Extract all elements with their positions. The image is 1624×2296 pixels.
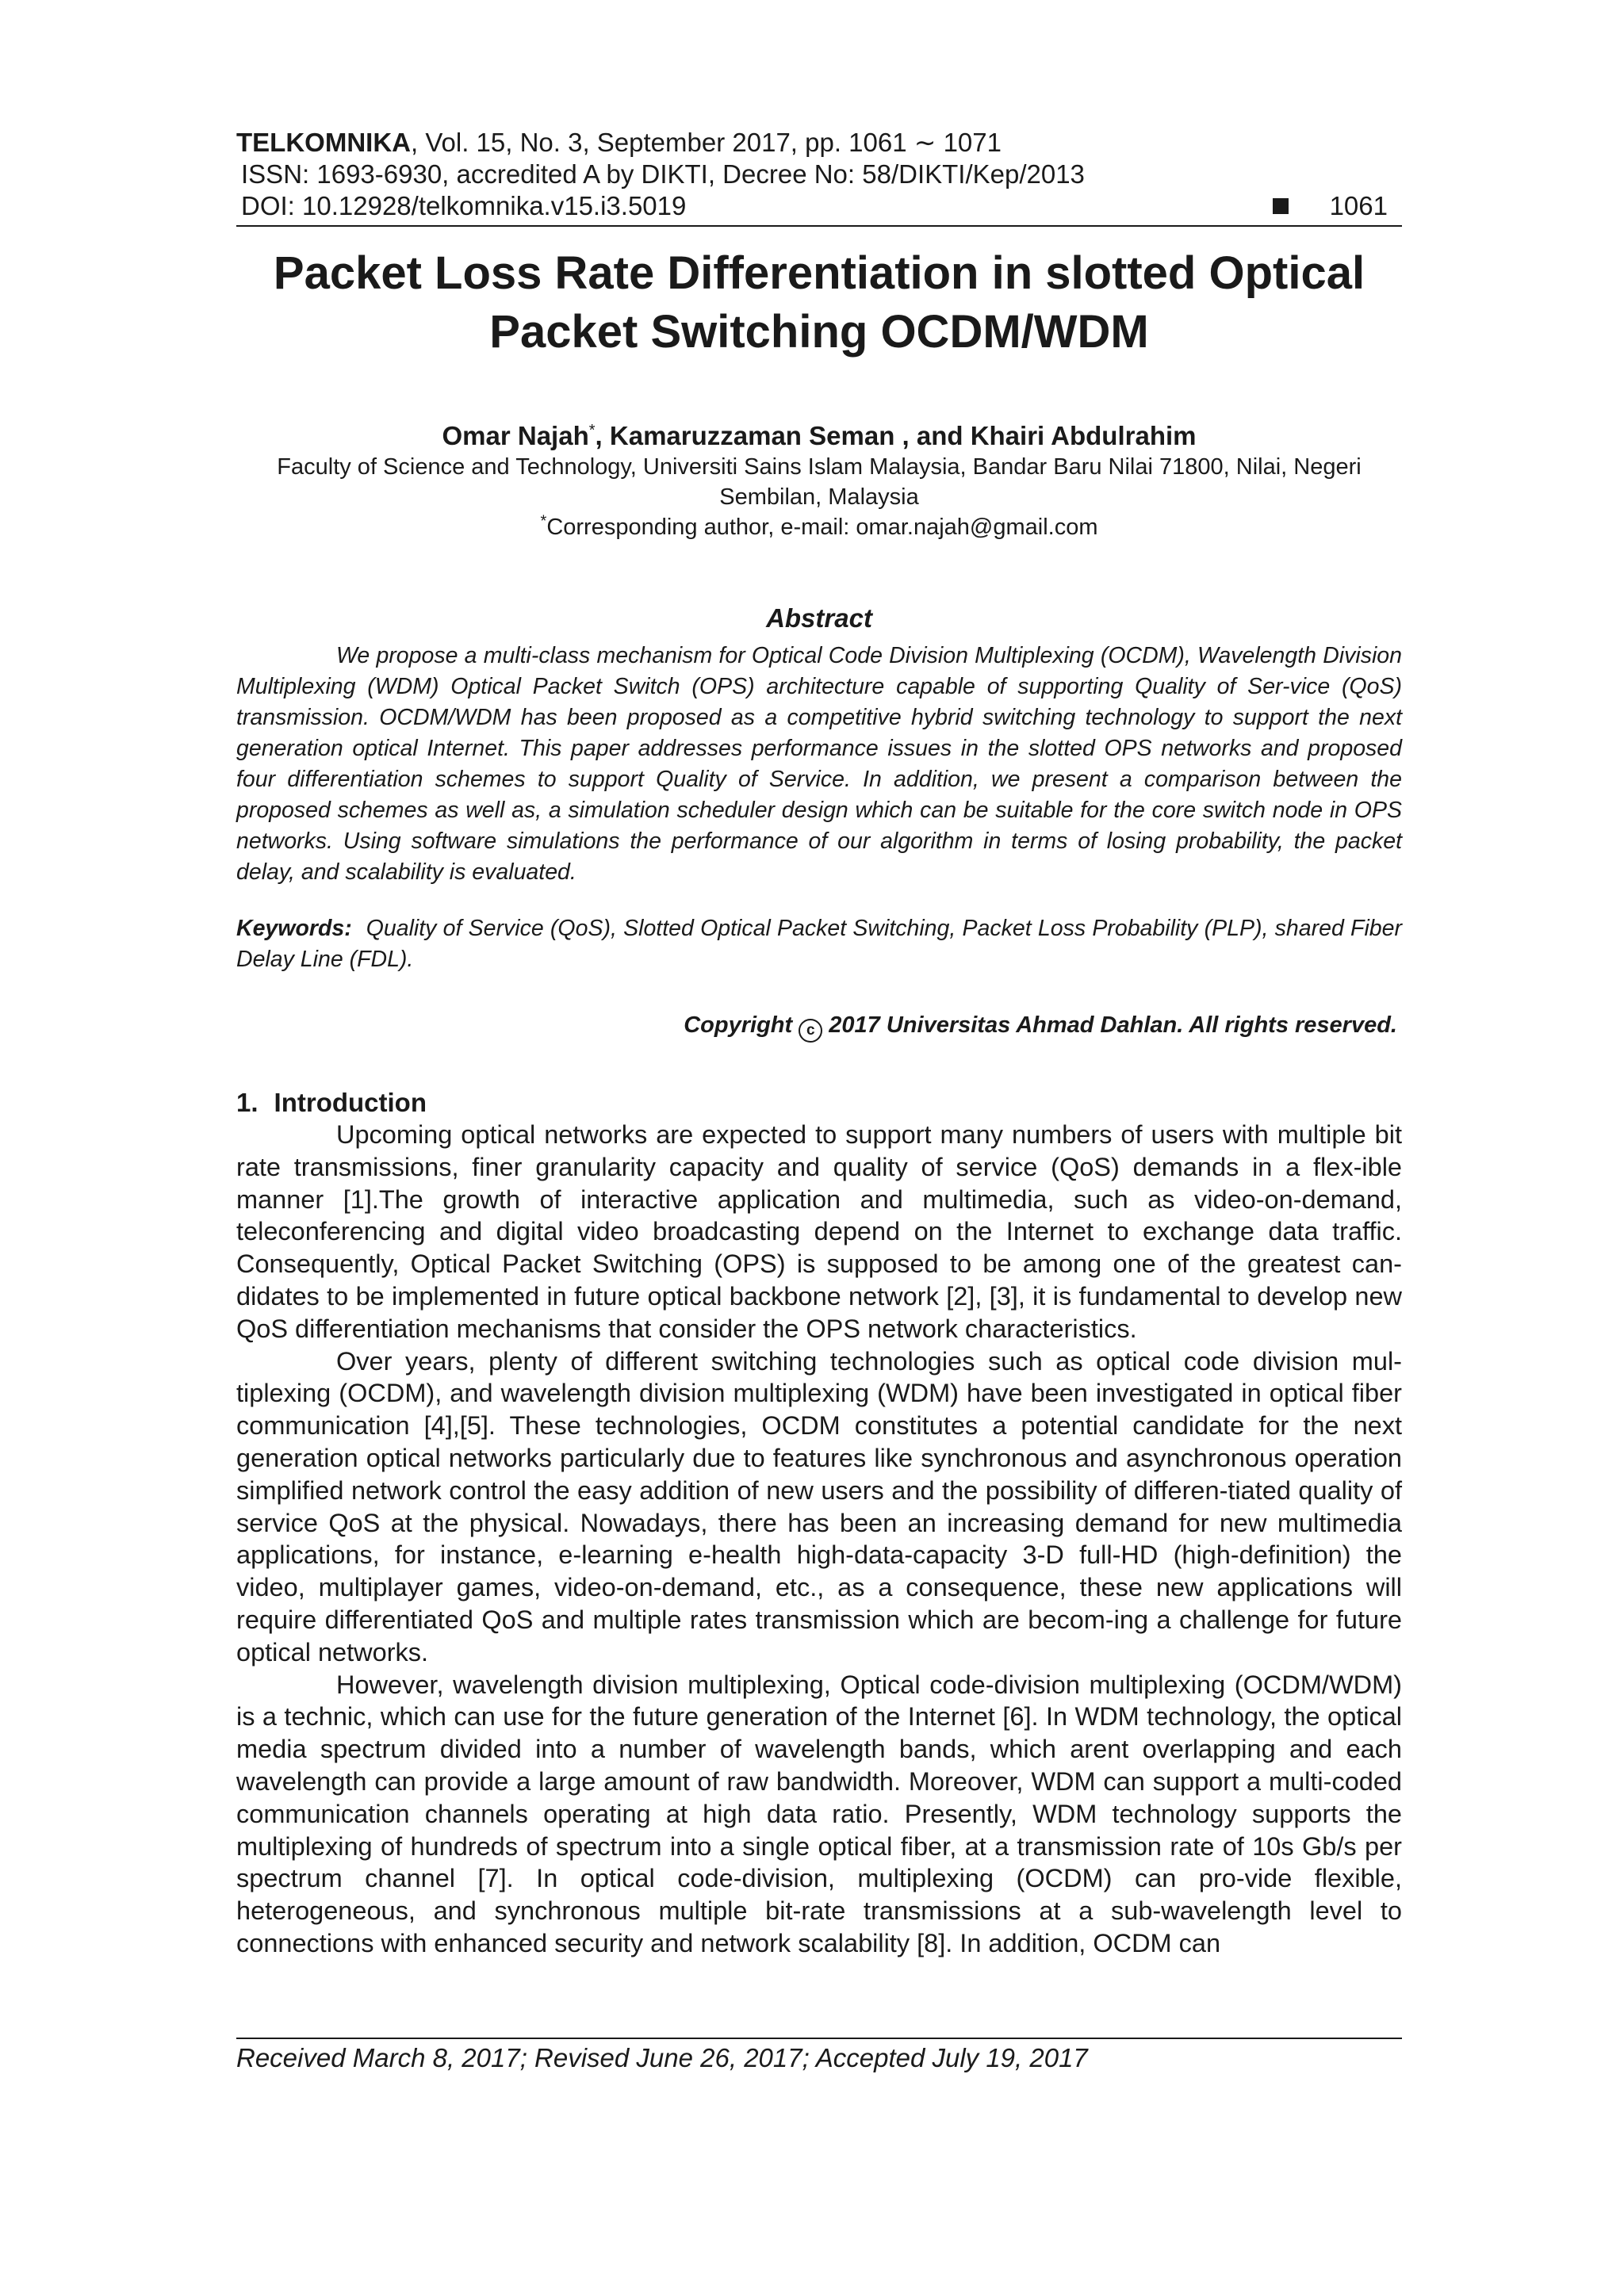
intro-paragraph-3: However, wavelength division multiplexing, Optical code-division multiplexing (OCDM/WDM) is a technic, which can use for the future generation of the Internet [6]. In WDM technology, the optical media spectrum divided into a number of wavelength bands, which arent overlapping and each wavelength can provide a large amount of raw bandwidth. Moreover, WDM can support a multi-coded communication channels operating at high data ratio. Presently, WDM technology supports the multiplexing of hundreds of spectrum into a single optical fiber, at a transmission rate of 10s Gb/s per spectrum channel [7]. In optical code-division, multiplexing (OCDM) can pro-vide flexible, heterogeneous, and synchronous multiple bit-rate transmissions at a sub-wavelength level to connections with enhanced security and network scalability [8]. In addition, OCDM can [236,1670,1402,1957]
keywords [236,913,1402,975]
black-square-icon [1273,198,1289,214]
journal-citation [236,127,1402,159]
affiliation: Faculty of Science and Technology, Universiti Sains Islam Malaysia, Bandar Baru Nilai 71800, Nilai, Negeri Sembilan, Malaysia [277,454,1362,510]
copyright-text: 2017 Universitas Ahmad Dahlan. All rights reserved. [829,1012,1397,1038]
paper-page [236,127,1402,2204]
section-number: 1. [236,1088,259,1117]
keywords-label: Keywords: [236,916,352,941]
section-title: Introduction [274,1088,427,1117]
intro-paragraph-1: Upcoming optical networks are expected to support many numbers of users with multiple bit rate transmissions, finer granularity capacity and quality of service (QoS) demands in a flex-ible manner [1].The growth of interactive application and multimedia, such as video-on-demand, teleconferencing and digital video broadcasting depend on the Internet to exchange data traffic. Consequently, Optical Packet Switching (OPS) is supposed to be among one of the greatest can-didates to be implemented in future optical backbone network [2], [3], it is fundamental to develop new QoS differentiation mechanisms that consider the OPS network characteristics. [236,1120,1402,1343]
author-list [236,420,1402,452]
abstract-text: We propose a multi-class mechanism for Optical Code Division Multiplexing (OCDM), Wavelength Division Multiplexing (WDM) Optical Packet Switch (OPS) architecture capable of supporting Quality of Ser-vice (QoS) transmission. OCDM/WDM has been proposed as a competitive hybrid switching technology to support the next generation optical Internet. This paper addresses performance issues in the slotted OPS networks and proposed four differentiation schemes to support Quality of Service. In addition, we present a comparison between the proposed schemes as well as, a simulation scheduler design which can be suitable for the core switch node in OPS networks. Using software simulations the performance of our algorithm in terms of losing probability, the packet delay, and scalability is evaluated. [236,643,1402,885]
copyright-notice [236,1010,1402,1043]
received-dates: Received March 8, 2017; Revised June 26, 2017; Accepted July 19, 2017 [236,2038,1402,2074]
author-primary: Omar Najah [442,421,589,450]
page-marker [1273,190,1402,222]
corresponding-author [236,512,1402,542]
corresponding-asterisk: * [588,422,596,439]
corresponding-note-asterisk: * [540,512,547,530]
introduction-heading [236,1087,1402,1119]
page-number: 1061 [1329,191,1388,220]
paper-title: Packet Loss Rate Differentiation in slotted Optical Packet Switching OCDM/WDM [273,247,1365,358]
journal-header [236,127,1402,227]
keywords-text: Quality of Service (QoS), Slotted Optical Packet Switching, Packet Loss Probability (PLP), shared Fiber Delay Line (FDL). [236,916,1402,972]
author-others: , Kamaruzzaman Seman , and Khairi Abdulrahim [595,421,1197,450]
copyright-icon: c [799,1019,822,1043]
journal-name: TELKOMNIKA [236,128,411,157]
issn-line: ISSN: 1693-6930, accredited A by DIKTI, Decree No: 58/DIKTI/Kep/2013 [241,159,1085,189]
intro-paragraph-2: Over years, plenty of different switching technologies such as optical code division mul-tiplexing (OCDM), and wavelength division multiplexing (WDM) have been investigated in optical fiber communication [4],[5]. These technologies, OCDM constitutes a potential candidate for the next generation optical networks particularly due to features like synchronous and asynchronous operation simplified network control the easy addition of new users and the possibility of differen-tiated quality of service QoS at the physical. Nowadays, there has been an increasing demand for new multimedia applications, for instance, e-learning e-health high-data-capacity 3-D full-HD (high-definition) the video, multiplayer games, video-on-demand, etc., as a consequence, these new applications will require differentiated QoS and multiple rates transmission which are becom-ing a challenge for future optical networks. [236,1346,1402,1667]
corresponding-email: Corresponding author, e-mail: omar.najah@gmail.com [546,515,1098,540]
doi-row [236,190,1402,227]
abstract-heading: Abstract [766,603,872,633]
doi-text: DOI: 10.12928/telkomnika.v15.i3.5019 [241,191,687,220]
copyright-prefix: Copyright [684,1012,793,1038]
volume-info: , Vol. 15, No. 3, September 2017, pp. 1061 ∼ 1071 [410,128,1002,157]
